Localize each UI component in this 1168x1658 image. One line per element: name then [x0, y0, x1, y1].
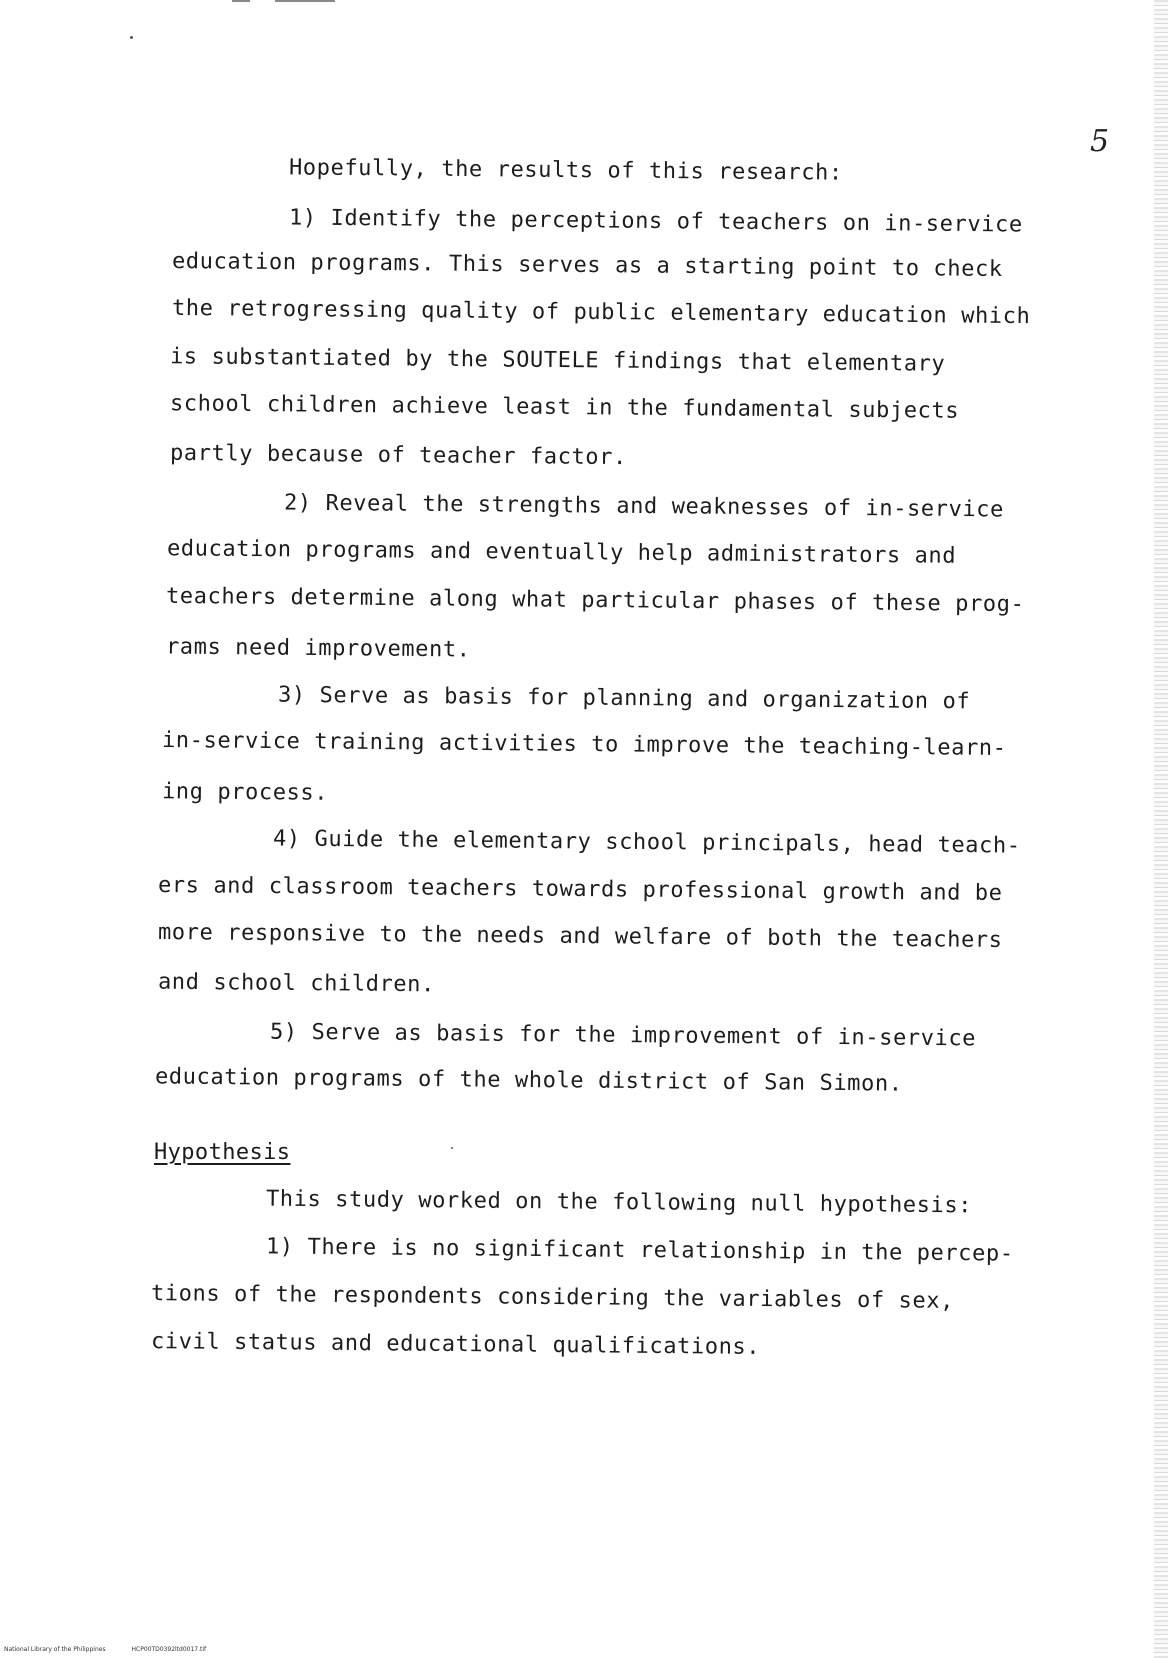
body-line: ing process.	[161, 779, 329, 806]
body-line: and school children.	[157, 969, 436, 998]
body-line: Hopefully, the results of this research:	[288, 155, 843, 186]
body-line: partly because of teacher factor.	[169, 440, 628, 471]
hypothesis-line: tions of the respondents considering the variables of sex,	[150, 1281, 955, 1314]
body-line: education programs and eventually help administrators and	[166, 536, 957, 569]
scan-speck	[130, 36, 133, 39]
hypothesis-line: 1) There is no significant relationship in the percep-	[265, 1234, 1014, 1267]
body-line: more responsive to the needs and welfare of both the teachers	[157, 919, 1003, 954]
hypothesis-line: This study worked on the following null hypothesis:	[265, 1186, 973, 1219]
footer-library: National Library of the Philippines	[4, 1646, 106, 1653]
body-line: 5) Serve as basis for the improvement of in-service	[269, 1019, 977, 1052]
body-line: education programs of the whole district of San Simon.	[154, 1064, 903, 1097]
body-line: 1) Identify the perceptions of teachers on in-service	[288, 205, 1023, 238]
body-line: teachers determine along what particular phases of these prog-	[165, 583, 1025, 618]
body-line: 3) Serve as basis for planning and organization of	[277, 682, 971, 715]
section-heading: Hypothesis	[154, 1140, 291, 1165]
page-number: 5	[1090, 124, 1110, 159]
scan-mark	[232, 0, 250, 2]
body-line: is substantiated by the SOUTELE findings that elementary	[169, 344, 946, 377]
scan-footer	[4, 1646, 230, 1653]
body-line: the retrogressing quality of public elementary education which	[171, 295, 1031, 330]
footer-file: HCP00TD0392ltd0017.tif	[131, 1646, 207, 1653]
body-line: 2) Reveal the strengths and weaknesses of in-service	[283, 490, 1005, 523]
scan-edge	[1154, 0, 1168, 1658]
scan-speck	[451, 1147, 453, 1149]
body-line: rams need improvement.	[165, 634, 471, 663]
body-line: in-service training activities to improve the teaching-learn-	[161, 727, 1007, 762]
body-line: school children achieve least in the fundamental subjects	[169, 391, 960, 424]
scan-mark	[275, 0, 335, 2]
body-line: education programs. This serves as a starting point to check	[171, 249, 1003, 282]
body-line: 4) Guide the elementary school principals, head teach-	[272, 826, 1021, 859]
body-line: ers and classroom teachers towards professional growth and be	[157, 872, 1003, 907]
hypothesis-line: civil status and educational qualifications.	[150, 1329, 761, 1360]
